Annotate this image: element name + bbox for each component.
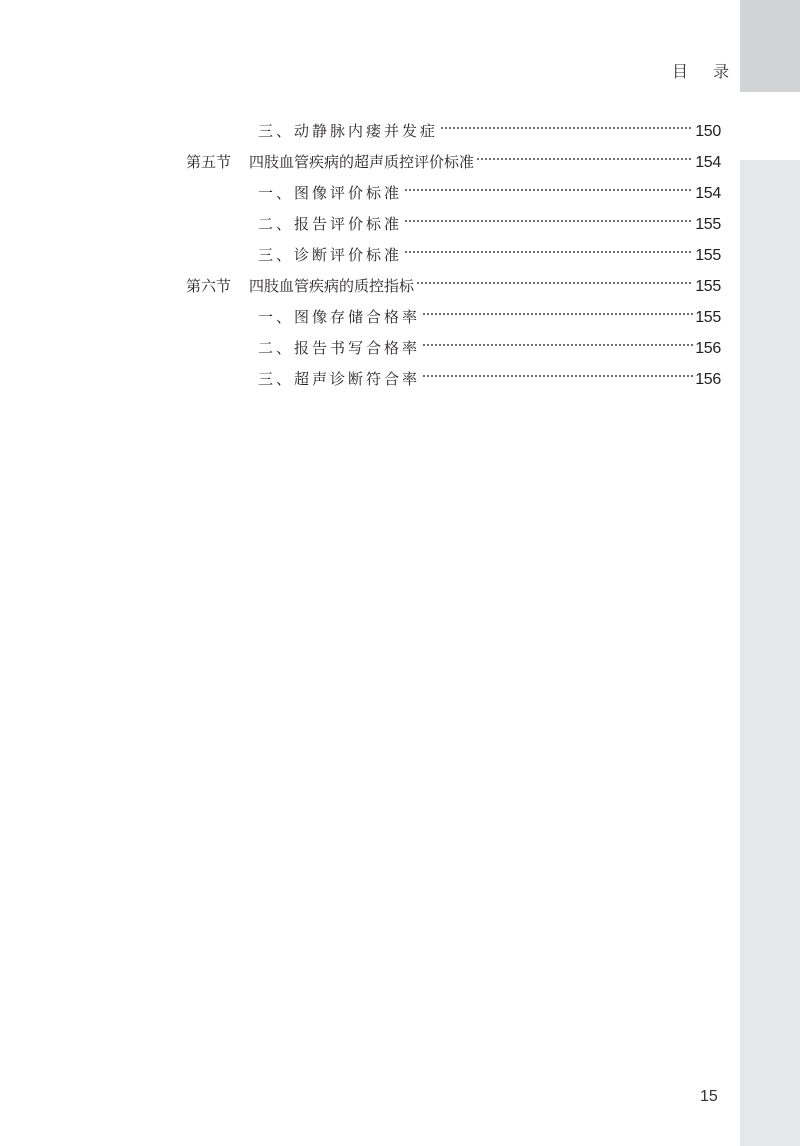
toc-entry-page: 156 — [695, 371, 721, 388]
toc-entry[interactable] — [258, 327, 721, 357]
dot-leader — [422, 327, 693, 353]
toc-entry-title: 三、诊断评价标准 — [258, 246, 403, 264]
dot-leader — [422, 296, 693, 322]
dot-leader — [416, 265, 693, 291]
edge-tab-top — [740, 0, 800, 92]
toc-entry-title: 一、图像存储合格率 — [258, 308, 421, 326]
toc-entry-page: 154 — [695, 185, 721, 202]
toc-entry-title: 四肢血管疾病的超声质控评价标准 — [249, 153, 475, 171]
toc-entry[interactable] — [258, 358, 721, 388]
running-header-title: 目 录 — [672, 62, 740, 81]
dot-leader — [422, 358, 693, 384]
toc-entry-title: 二、报告评价标准 — [258, 215, 403, 233]
toc-entry-page: 156 — [695, 340, 721, 357]
edge-tab-band — [740, 160, 800, 1146]
toc-entry-title: 三、动静脉内瘘并发症 — [258, 122, 439, 140]
dot-leader — [404, 172, 693, 198]
dot-leader — [404, 203, 693, 229]
toc-entry-page: 155 — [695, 309, 721, 326]
toc-entry-page: 154 — [695, 154, 721, 171]
dot-leader — [476, 141, 693, 167]
toc-entry-title: 四肢血管疾病的质控指标 — [249, 277, 415, 295]
toc-entry[interactable] — [258, 110, 721, 140]
toc-entry-title: 一、图像评价标准 — [258, 184, 403, 202]
toc-section-label: 第六节 — [186, 277, 232, 295]
toc-entry-title: 二、报告书写合格率 — [258, 339, 421, 357]
toc-section-entry[interactable] — [186, 141, 721, 171]
toc-entry-title: 三、超声诊断符合率 — [258, 370, 421, 388]
toc-entry[interactable] — [258, 234, 721, 264]
toc-entry-page: 155 — [695, 278, 721, 295]
dot-leader — [440, 110, 693, 136]
page-number: 15 — [700, 1088, 718, 1105]
toc-entry[interactable] — [258, 203, 721, 233]
dot-leader — [404, 234, 693, 260]
toc-section-label: 第五节 — [186, 153, 232, 171]
toc-entry[interactable] — [258, 172, 721, 202]
toc-entry[interactable] — [258, 296, 721, 326]
toc-entry-page: 150 — [695, 123, 721, 140]
toc-section-entry[interactable] — [186, 265, 721, 295]
toc-entry-page: 155 — [695, 247, 721, 264]
toc-entry-page: 155 — [695, 216, 721, 233]
